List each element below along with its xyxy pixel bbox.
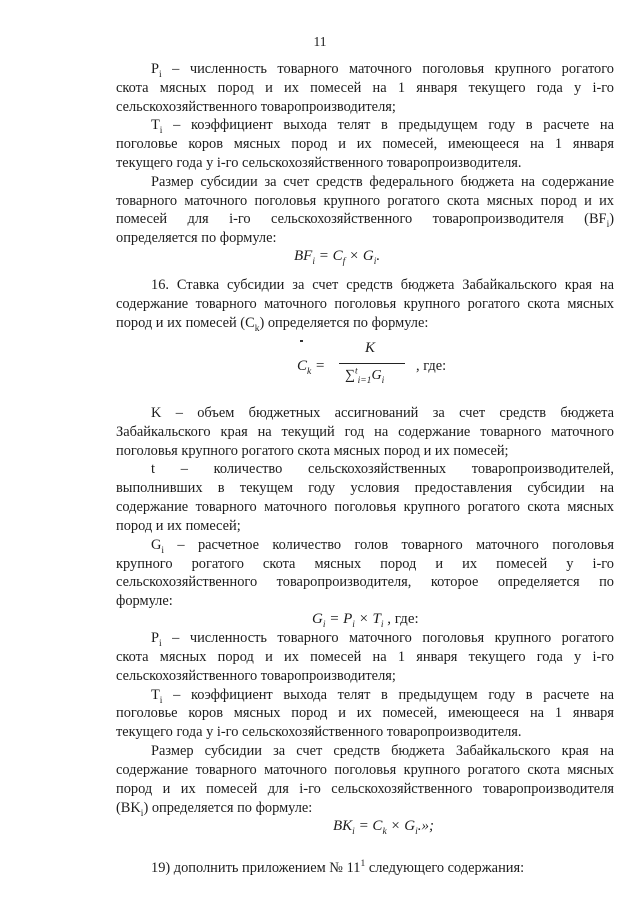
text-line: выполнивших в текущем году условия предоставления субсидии на: [116, 480, 614, 496]
text-line: 19) дополнить приложением № $11^1$ следующего содержания:: [151, 859, 525, 876]
text-line: Размер субсидии за счет средств бюджета Забайкальского края на: [151, 743, 614, 759]
text-line: t – количество сельскохозяйственных товаропроизводителей,: [151, 461, 614, 477]
text-line: $P_i$ – численность товарного маточного поголовья крупного рогатого: [151, 61, 614, 80]
text-line: Забайкальского края на текущий год на содержание товарного маточного: [116, 424, 614, 440]
text-line: формуле:: [116, 593, 173, 609]
text-line: $T_i$ – коэффициент выхода телят в предыдущем году в расчете на: [151, 687, 614, 706]
text-line: K – объем бюджетных ассигнований за счет средств бюджета: [151, 405, 614, 421]
text-line: поголовья крупного рогатого скота мясных пород и их помесей;: [116, 443, 509, 459]
formula-ck-numerator: K: [365, 340, 376, 356]
text-line: пород и их помесей $(C_k)$ определяется по формуле:: [116, 315, 429, 334]
text-line: $T_i$ – коэффициент выхода телят в предыдущем году в расчете на: [151, 117, 614, 136]
formula-gi: $G_i = P_i \times T_i$ , где:: [312, 611, 419, 630]
text-line: сельскохозяйственного товаропроизводителя;: [116, 668, 396, 684]
text-line: текущего года у i-го сельскохозяйственного товаропроизводителя.: [116, 724, 522, 740]
formula-ck-lhs: $C_k$ =: [297, 358, 326, 377]
scan-mark: [300, 340, 303, 342]
formula-ck-where: , где:: [416, 358, 447, 374]
text-line: товарного маточного поголовья крупного рогатого скота мясных пород и их: [116, 193, 614, 209]
text-line: содержание товарного маточного поголовья крупного рогатого скота мясных: [116, 296, 614, 312]
text-line: поголовье коров мясных пород и их помесей, имеющееся на 1 января: [116, 705, 614, 721]
text-line: определяется по формуле:: [116, 230, 277, 246]
text-line: сельскохозяйственного товаропроизводителя;: [116, 99, 396, 115]
text-line: $P_i$ – численность товарного маточного поголовья крупного рогатого: [151, 630, 614, 649]
text-line: $G_i$ – расчетное количество голов товарного маточного поголовья: [151, 537, 614, 556]
formula-bf: $BF_i = C_f \times G_i$.: [294, 248, 381, 267]
text-line: крупного рогатого скота мясных пород и их помесей у i-го: [116, 556, 614, 572]
text-line: текущего года у i-го сельскохозяйственного товаропроизводителя.: [116, 155, 522, 171]
text-line: скота мясных пород и их помесей на 1 января текущего года у i-го: [116, 80, 614, 96]
formula-bk: $BK_i = C_k \times G_i$.»;: [333, 818, 435, 837]
text-line: скота мясных пород и их помесей на 1 января текущего года у i-го: [116, 649, 614, 665]
text-line: 16. Ставка субсидии за счет средств бюджета Забайкальского края на: [151, 277, 614, 293]
text-line: сельскохозяйственного товаропроизводителя, которое определяется по: [116, 574, 614, 590]
text-line: Размер субсидии за счет средств федерального бюджета на содержание: [151, 174, 614, 190]
text-line: $(BK_i)$ определяется по формуле:: [116, 800, 313, 819]
text-line: помесей для i-го сельскохозяйственного товаропроизводителя $(BF_i)$: [116, 211, 614, 230]
text-line: пород и их помесей;: [116, 518, 241, 534]
formula-ck-denominator: $\sum^t_{i=1}G_i$: [345, 366, 385, 386]
text-line: поголовье коров мясных пород и их помесей, имеющееся на 1 января: [116, 136, 614, 152]
text-line: содержание товарного маточного поголовья крупного рогатого скота мясных: [116, 762, 614, 778]
page-number: 11: [313, 34, 327, 49]
formula-ck-fraction-bar: [339, 363, 405, 364]
text-line: пород и их помесей для i-го сельскохозяйственного товаропроизводителя: [116, 781, 614, 797]
text-line: содержание товарного маточного поголовья крупного рогатого скота мясных: [116, 499, 614, 515]
